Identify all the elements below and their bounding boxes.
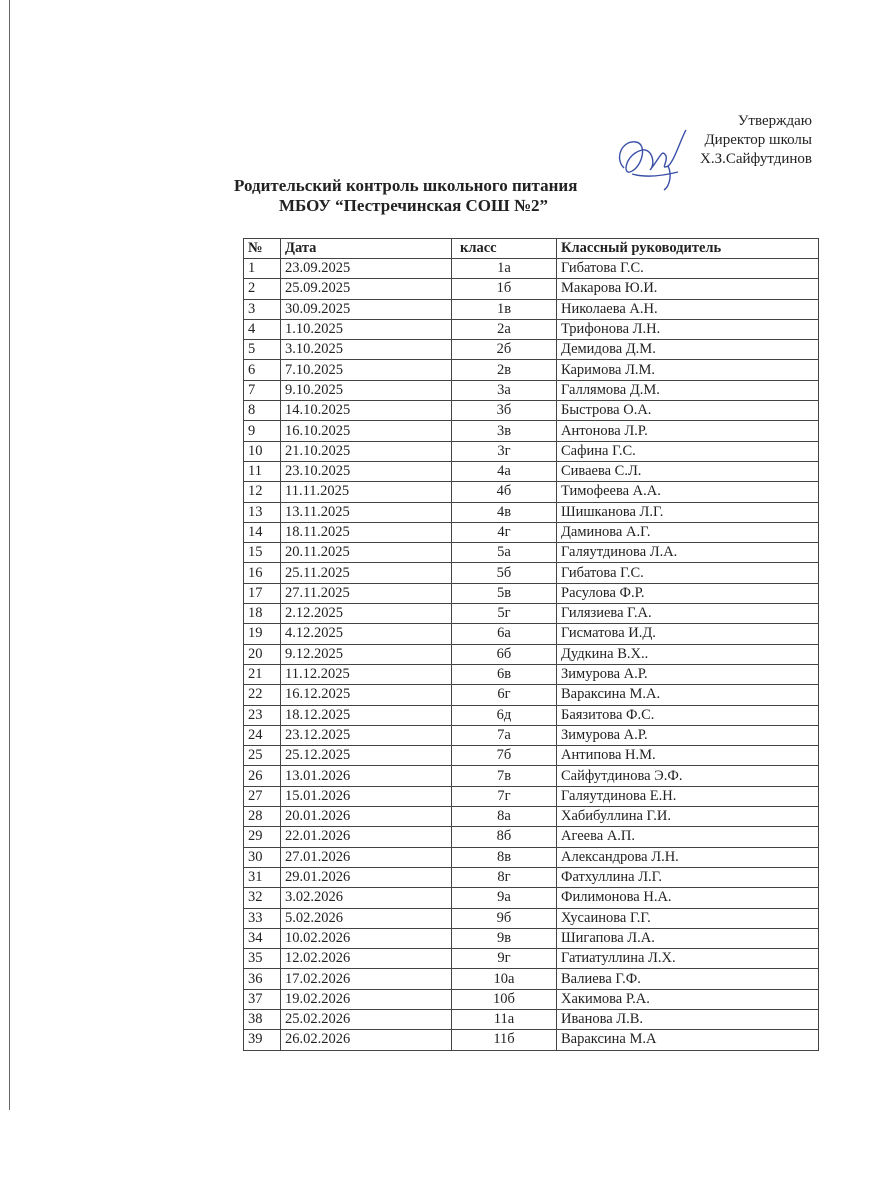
cell-date: 25.12.2025: [281, 746, 452, 766]
cell-class: 7б: [452, 746, 557, 766]
cell-number: 25: [244, 746, 281, 766]
cell-number: 23: [244, 705, 281, 725]
cell-date: 22.01.2026: [281, 827, 452, 847]
cell-class: 6д: [452, 705, 557, 725]
table-row: [244, 989, 819, 1009]
table-row: [244, 441, 819, 461]
cell-class: 2б: [452, 340, 557, 360]
table-row: [244, 482, 819, 502]
cell-teacher: Галлямова Д.М.: [557, 380, 819, 400]
header-teacher: Классный руководитель: [557, 239, 819, 259]
cell-number: 28: [244, 807, 281, 827]
cell-date: 20.01.2026: [281, 807, 452, 827]
table-row: [244, 908, 819, 928]
table-row: [244, 664, 819, 684]
cell-teacher: Валиева Г.Ф.: [557, 969, 819, 989]
cell-date: 23.10.2025: [281, 461, 452, 481]
cell-date: 11.11.2025: [281, 482, 452, 502]
cell-teacher: Макарова Ю.И.: [557, 279, 819, 299]
cell-class: 3г: [452, 441, 557, 461]
cell-number: 5: [244, 340, 281, 360]
cell-date: 30.09.2025: [281, 299, 452, 319]
cell-date: 23.12.2025: [281, 725, 452, 745]
table-row: [244, 847, 819, 867]
cell-date: 3.02.2026: [281, 888, 452, 908]
cell-class: 2а: [452, 319, 557, 339]
cell-teacher: Тимофеева А.А.: [557, 482, 819, 502]
cell-class: 4б: [452, 482, 557, 502]
cell-class: 4г: [452, 522, 557, 542]
approval-name: Х.З.Сайфутдинов: [699, 151, 812, 167]
cell-class: 5б: [452, 563, 557, 583]
cell-date: 5.02.2026: [281, 908, 452, 928]
header-number: №: [244, 239, 281, 259]
table-row: [244, 340, 819, 360]
cell-teacher: Антонова Л.Р.: [557, 421, 819, 441]
cell-class: 7а: [452, 725, 557, 745]
cell-class: 6б: [452, 644, 557, 664]
cell-number: 3: [244, 299, 281, 319]
header-date: Дата: [281, 239, 452, 259]
cell-number: 22: [244, 685, 281, 705]
cell-number: 38: [244, 1009, 281, 1029]
cell-class: 6а: [452, 624, 557, 644]
cell-date: 16.12.2025: [281, 685, 452, 705]
cell-date: 18.11.2025: [281, 522, 452, 542]
cell-date: 25.02.2026: [281, 1009, 452, 1029]
cell-class: 8г: [452, 867, 557, 887]
cell-number: 16: [244, 563, 281, 583]
cell-date: 9.12.2025: [281, 644, 452, 664]
cell-class: 3в: [452, 421, 557, 441]
cell-class: 7в: [452, 766, 557, 786]
cell-date: 20.11.2025: [281, 543, 452, 563]
cell-class: 4в: [452, 502, 557, 522]
cell-number: 36: [244, 969, 281, 989]
cell-number: 18: [244, 604, 281, 624]
table-row: [244, 563, 819, 583]
cell-class: 9г: [452, 949, 557, 969]
document-title: Родительский контроль школьного питания: [234, 176, 578, 195]
cell-teacher: Антипова Н.М.: [557, 746, 819, 766]
cell-number: 12: [244, 482, 281, 502]
table-row: [244, 807, 819, 827]
cell-date: 14.10.2025: [281, 401, 452, 421]
cell-class: 8б: [452, 827, 557, 847]
cell-number: 7: [244, 380, 281, 400]
table-header-row: [244, 239, 819, 259]
cell-number: 2: [244, 279, 281, 299]
cell-date: 11.12.2025: [281, 664, 452, 684]
cell-teacher: Расулова Ф.Р.: [557, 583, 819, 603]
cell-date: 16.10.2025: [281, 421, 452, 441]
cell-teacher: Сиваева С.Л.: [557, 461, 819, 481]
cell-class: 11а: [452, 1009, 557, 1029]
cell-number: 31: [244, 867, 281, 887]
cell-teacher: Вараксина М.А: [557, 1030, 819, 1050]
cell-number: 1: [244, 259, 281, 279]
cell-teacher: Иванова Л.В.: [557, 1009, 819, 1029]
cell-number: 24: [244, 725, 281, 745]
table-row: [244, 969, 819, 989]
cell-teacher: Александрова Л.Н.: [557, 847, 819, 867]
table-row: [244, 786, 819, 806]
table-row: [244, 888, 819, 908]
cell-teacher: Демидова Д.М.: [557, 340, 819, 360]
cell-date: 13.01.2026: [281, 766, 452, 786]
cell-date: 7.10.2025: [281, 360, 452, 380]
school-name: МБОУ “Пестречинская СОШ №2”: [279, 196, 549, 215]
cell-teacher: Николаева А.Н.: [557, 299, 819, 319]
cell-class: 8в: [452, 847, 557, 867]
cell-date: 21.10.2025: [281, 441, 452, 461]
cell-teacher: Каримова Л.М.: [557, 360, 819, 380]
approval-position: Директор школы: [704, 132, 812, 148]
table-row: [244, 401, 819, 421]
table-row: [244, 380, 819, 400]
cell-class: 6г: [452, 685, 557, 705]
cell-class: 5г: [452, 604, 557, 624]
cell-class: 3б: [452, 401, 557, 421]
cell-number: 33: [244, 908, 281, 928]
table-row: [244, 543, 819, 563]
cell-teacher: Шигапова Л.А.: [557, 928, 819, 948]
cell-date: 12.02.2026: [281, 949, 452, 969]
cell-class: 1б: [452, 279, 557, 299]
cell-date: 10.02.2026: [281, 928, 452, 948]
schedule-table: [243, 238, 819, 1051]
cell-number: 4: [244, 319, 281, 339]
table-row: [244, 279, 819, 299]
cell-teacher: Даминова А.Г.: [557, 522, 819, 542]
cell-number: 10: [244, 441, 281, 461]
cell-teacher: Галяутдинова Л.А.: [557, 543, 819, 563]
cell-number: 29: [244, 827, 281, 847]
cell-class: 10б: [452, 989, 557, 1009]
cell-date: 29.01.2026: [281, 867, 452, 887]
cell-number: 26: [244, 766, 281, 786]
scan-edge-line: [9, 0, 10, 1110]
table-row: [244, 421, 819, 441]
table-row: [244, 360, 819, 380]
table-row: [244, 1030, 819, 1050]
cell-date: 25.11.2025: [281, 563, 452, 583]
cell-class: 9в: [452, 928, 557, 948]
cell-date: 1.10.2025: [281, 319, 452, 339]
header-class: класс: [452, 239, 557, 259]
cell-number: 32: [244, 888, 281, 908]
cell-class: 9а: [452, 888, 557, 908]
cell-class: 5в: [452, 583, 557, 603]
cell-teacher: Филимонова Н.А.: [557, 888, 819, 908]
cell-teacher: Быстрова О.А.: [557, 401, 819, 421]
cell-teacher: Сайфутдинова Э.Ф.: [557, 766, 819, 786]
cell-number: 8: [244, 401, 281, 421]
table-row: [244, 766, 819, 786]
cell-number: 14: [244, 522, 281, 542]
table-row: [244, 319, 819, 339]
cell-number: 34: [244, 928, 281, 948]
table-row: [244, 461, 819, 481]
cell-teacher: Гисматова И.Д.: [557, 624, 819, 644]
cell-teacher: Хабибуллина Г.И.: [557, 807, 819, 827]
cell-date: 25.09.2025: [281, 279, 452, 299]
cell-teacher: Гилязиева Г.А.: [557, 604, 819, 624]
cell-class: 10а: [452, 969, 557, 989]
table-row: [244, 644, 819, 664]
table-row: [244, 746, 819, 766]
cell-teacher: Трифонова Л.Н.: [557, 319, 819, 339]
cell-teacher: Гибатова Г.С.: [557, 259, 819, 279]
cell-teacher: Зимурова А.Р.: [557, 664, 819, 684]
cell-class: 9б: [452, 908, 557, 928]
cell-class: 6в: [452, 664, 557, 684]
cell-class: 1в: [452, 299, 557, 319]
cell-number: 11: [244, 461, 281, 481]
cell-number: 17: [244, 583, 281, 603]
table-row: [244, 583, 819, 603]
cell-number: 13: [244, 502, 281, 522]
cell-class: 2в: [452, 360, 557, 380]
cell-teacher: Галяутдинова Е.Н.: [557, 786, 819, 806]
approval-heading: Утверждаю: [737, 113, 812, 129]
cell-number: 15: [244, 543, 281, 563]
table-row: [244, 867, 819, 887]
cell-class: 4а: [452, 461, 557, 481]
cell-number: 27: [244, 786, 281, 806]
signature-icon: [612, 128, 692, 198]
cell-class: 7г: [452, 786, 557, 806]
table-row: [244, 928, 819, 948]
cell-date: 17.02.2026: [281, 969, 452, 989]
cell-teacher: Шишканова Л.Г.: [557, 502, 819, 522]
cell-class: 11б: [452, 1030, 557, 1050]
cell-number: 39: [244, 1030, 281, 1050]
cell-number: 19: [244, 624, 281, 644]
cell-teacher: Зимурова А.Р.: [557, 725, 819, 745]
table-row: [244, 259, 819, 279]
cell-date: 9.10.2025: [281, 380, 452, 400]
cell-number: 21: [244, 664, 281, 684]
cell-teacher: Фатхуллина Л.Г.: [557, 867, 819, 887]
cell-number: 20: [244, 644, 281, 664]
cell-date: 18.12.2025: [281, 705, 452, 725]
cell-number: 9: [244, 421, 281, 441]
table-row: [244, 949, 819, 969]
table-row: [244, 1009, 819, 1029]
cell-number: 37: [244, 989, 281, 1009]
cell-number: 6: [244, 360, 281, 380]
cell-number: 35: [244, 949, 281, 969]
cell-date: 27.11.2025: [281, 583, 452, 603]
cell-date: 13.11.2025: [281, 502, 452, 522]
cell-teacher: Агеева А.П.: [557, 827, 819, 847]
cell-date: 2.12.2025: [281, 604, 452, 624]
cell-date: 19.02.2026: [281, 989, 452, 1009]
cell-date: 4.12.2025: [281, 624, 452, 644]
cell-teacher: Дудкина В.Х..: [557, 644, 819, 664]
cell-date: 3.10.2025: [281, 340, 452, 360]
cell-teacher: Сафина Г.С.: [557, 441, 819, 461]
cell-teacher: Хакимова Р.А.: [557, 989, 819, 1009]
table-row: [244, 522, 819, 542]
cell-date: 23.09.2025: [281, 259, 452, 279]
cell-date: 26.02.2026: [281, 1030, 452, 1050]
table-row: [244, 725, 819, 745]
table-row: [244, 705, 819, 725]
cell-class: 1а: [452, 259, 557, 279]
table-row: [244, 624, 819, 644]
cell-teacher: Хусаинова Г.Г.: [557, 908, 819, 928]
table-row: [244, 299, 819, 319]
cell-class: 5а: [452, 543, 557, 563]
approval-block: [700, 112, 812, 169]
cell-number: 30: [244, 847, 281, 867]
cell-teacher: Вараксина М.А.: [557, 685, 819, 705]
cell-teacher: Гатиатуллина Л.Х.: [557, 949, 819, 969]
cell-date: 15.01.2026: [281, 786, 452, 806]
cell-teacher: Гибатова Г.С.: [557, 563, 819, 583]
cell-date: 27.01.2026: [281, 847, 452, 867]
table-row: [244, 827, 819, 847]
cell-teacher: Баязитова Ф.С.: [557, 705, 819, 725]
table-row: [244, 604, 819, 624]
cell-class: 3а: [452, 380, 557, 400]
table-row: [244, 502, 819, 522]
table-row: [244, 685, 819, 705]
cell-class: 8а: [452, 807, 557, 827]
